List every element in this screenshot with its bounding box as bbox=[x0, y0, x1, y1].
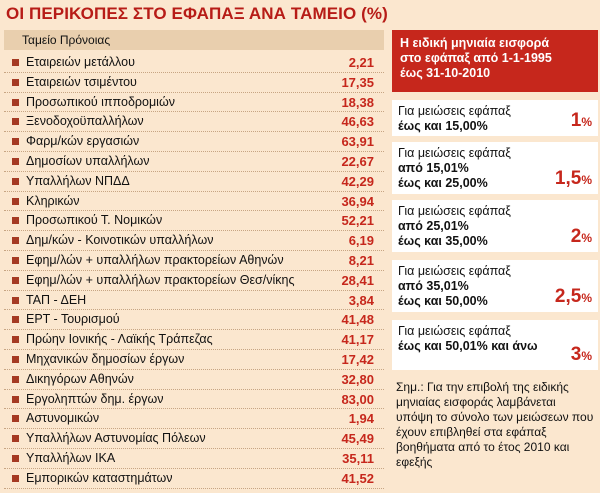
cut-percentage: 17,35 bbox=[341, 74, 374, 90]
table-row bbox=[4, 53, 384, 73]
square-bullet-icon bbox=[12, 297, 19, 304]
contribution-tier bbox=[392, 100, 598, 136]
fund-name: Εταιρειών μετάλλου bbox=[26, 55, 135, 69]
tier-rate-value: 2 bbox=[570, 226, 582, 247]
square-bullet-icon bbox=[12, 138, 19, 145]
fund-name: Πρώην Ιονικής - Λαϊκής Τράπεζας bbox=[26, 332, 213, 347]
tier-rate bbox=[571, 345, 592, 366]
square-bullet-icon bbox=[12, 356, 19, 363]
cut-percentage: 83,00 bbox=[341, 391, 374, 407]
table-row bbox=[4, 112, 384, 132]
footnote: Σημ.: Για την επιβολή της ειδικής μηνιαίας εισφοράς λαμβάνεται υπόψη το σύνολο των μειώσεων που έχουν επιβληθεί στα εφάπαξ βοηθήματα από το έτος 2010 και εφεξής bbox=[392, 378, 598, 488]
cut-percentage: 42,29 bbox=[341, 173, 374, 189]
tier-rate-unit: % bbox=[581, 291, 592, 305]
tier-rate-value: 1,5 bbox=[554, 168, 582, 189]
square-bullet-icon bbox=[12, 415, 19, 422]
fund-name: ΤΑΠ - ΔΕΗ bbox=[26, 292, 87, 307]
cut-percentage: 52,21 bbox=[341, 213, 374, 229]
fund-name: Ξενοδοχοϋπαλλήλων bbox=[26, 114, 144, 129]
tier-line-1: Για μειώσεις εφάπαξ bbox=[398, 204, 511, 218]
table-row bbox=[4, 73, 384, 93]
fund-name: Δικηγόρων Αθηνών bbox=[26, 371, 134, 386]
tier-rate-unit: % bbox=[581, 349, 592, 363]
chart-title: ΟΙ ΠΕΡΙΚΟΠΕΣ ΣΤΟ ΕΦΑΠΑΞ ΑΝΑ ΤΑΜΕΙΟ (%) bbox=[6, 4, 388, 23]
table-row bbox=[4, 310, 384, 330]
tier-rate bbox=[555, 287, 592, 308]
cut-percentage: 3,84 bbox=[348, 292, 374, 308]
table-row bbox=[4, 449, 384, 469]
table-row bbox=[4, 231, 384, 251]
tier-rate-value: 1 bbox=[570, 110, 582, 131]
tier-line-2: από 15,01% bbox=[398, 161, 469, 175]
fund-name: Δημ/κών - Κοινοτικών υπαλλήλων bbox=[26, 233, 214, 248]
contribution-panel bbox=[392, 30, 600, 490]
tier-line-1: Για μειώσεις εφάπαξ bbox=[398, 264, 511, 278]
table-row bbox=[4, 409, 384, 429]
tier-rate bbox=[571, 111, 592, 132]
square-bullet-icon bbox=[12, 257, 19, 264]
tier-line-3: έως και 35,00% bbox=[398, 234, 488, 248]
square-bullet-icon bbox=[12, 396, 19, 403]
table-row bbox=[4, 93, 384, 113]
tier-rate bbox=[571, 227, 592, 248]
fund-name: Εταιρειών τσιμέντου bbox=[26, 74, 137, 89]
cut-percentage: 32,80 bbox=[341, 371, 374, 387]
tier-line-3: έως και 50,00% bbox=[398, 294, 488, 308]
tier-line-2: έως και 15,00% bbox=[398, 119, 488, 133]
fund-name: Αστυνομικών bbox=[26, 411, 100, 426]
table-row bbox=[4, 132, 384, 152]
table-rows bbox=[4, 53, 384, 489]
contribution-tier bbox=[392, 320, 598, 370]
tier-rate-unit: % bbox=[581, 115, 592, 129]
square-bullet-icon bbox=[12, 158, 19, 165]
fund-name: Εφημ/λών + υπαλλήλων πρακτορείων Θεσ/νίκης bbox=[26, 272, 295, 287]
cut-percentage: 22,67 bbox=[341, 153, 374, 169]
fund-name: Φαρμ/κών εργασιών bbox=[26, 134, 140, 149]
table-row bbox=[4, 469, 384, 489]
fund-name: Υπαλλήλων Αστυνομίας Πόλεων bbox=[26, 431, 206, 446]
tier-rate-value: 2,5 bbox=[554, 286, 582, 307]
tier-line-2: από 35,01% bbox=[398, 279, 469, 293]
square-bullet-icon bbox=[12, 376, 19, 383]
cut-percentage: 1,94 bbox=[348, 411, 374, 427]
square-bullet-icon bbox=[12, 316, 19, 323]
contribution-tier bbox=[392, 142, 598, 194]
contribution-tier bbox=[392, 260, 598, 312]
tier-line-3: έως και 25,00% bbox=[398, 176, 488, 190]
square-bullet-icon bbox=[12, 217, 19, 224]
heading-line-1: Η ειδική μηνιαία εισφορά bbox=[400, 36, 550, 50]
table-row bbox=[4, 172, 384, 192]
square-bullet-icon bbox=[12, 435, 19, 442]
tier-rate-unit: % bbox=[581, 231, 592, 245]
table-row bbox=[4, 152, 384, 172]
table-row bbox=[4, 271, 384, 291]
cut-percentage: 36,94 bbox=[341, 193, 374, 209]
cut-percentage: 35,11 bbox=[342, 450, 374, 466]
square-bullet-icon bbox=[12, 79, 19, 86]
table-row bbox=[4, 390, 384, 410]
fund-name: Δημοσίων υπαλλήλων bbox=[26, 153, 150, 168]
tier-rate-unit: % bbox=[581, 173, 592, 187]
tier-rate bbox=[555, 169, 592, 190]
square-bullet-icon bbox=[12, 277, 19, 284]
cut-percentage: 28,41 bbox=[341, 272, 374, 288]
cut-percentage: 46,63 bbox=[341, 114, 374, 130]
contribution-tier bbox=[392, 200, 598, 252]
tier-line-1: Για μειώσεις εφάπαξ bbox=[398, 104, 511, 118]
fund-name: Προσωπικού Τ. Νομικών bbox=[26, 213, 163, 228]
table-row bbox=[4, 291, 384, 311]
square-bullet-icon bbox=[12, 59, 19, 66]
square-bullet-icon bbox=[12, 178, 19, 185]
fund-name: Μηχανικών δημοσίων έργων bbox=[26, 351, 185, 366]
square-bullet-icon bbox=[12, 99, 19, 106]
fund-name: Υπαλλήλων ΙΚΑ bbox=[26, 450, 116, 465]
cut-percentage: 41,17 bbox=[341, 332, 374, 348]
table-header: Ταμείο Πρόνοιας bbox=[4, 30, 384, 50]
heading-line-2: στο εφάπαξ από 1-1-1995 bbox=[400, 51, 552, 65]
contribution-heading bbox=[392, 30, 598, 92]
cut-percentage: 41,48 bbox=[341, 312, 374, 328]
tier-line-1: Για μειώσεις εφάπαξ bbox=[398, 146, 511, 160]
square-bullet-icon bbox=[12, 475, 19, 482]
tier-line-1: Για μειώσεις εφάπαξ bbox=[398, 324, 511, 338]
cut-percentage: 17,42 bbox=[341, 351, 374, 367]
table-row bbox=[4, 330, 384, 350]
table-row bbox=[4, 251, 384, 271]
cut-percentage: 41,52 bbox=[341, 470, 374, 486]
table-row bbox=[4, 211, 384, 231]
cut-percentage: 8,21 bbox=[348, 252, 374, 268]
fund-table bbox=[4, 28, 384, 490]
heading-line-3: έως 31-10-2010 bbox=[400, 66, 491, 80]
square-bullet-icon bbox=[12, 455, 19, 462]
fund-name: Εμπορικών καταστημάτων bbox=[26, 470, 173, 485]
fund-name: Εργοληπτών δημ. έργων bbox=[26, 391, 164, 406]
square-bullet-icon bbox=[12, 198, 19, 205]
tier-line-2: έως και 50,01% και άνω bbox=[398, 339, 538, 353]
cut-percentage: 45,49 bbox=[341, 431, 374, 447]
cut-percentage: 63,91 bbox=[341, 134, 374, 150]
table-row bbox=[4, 429, 384, 449]
cut-percentage: 2,21 bbox=[348, 55, 374, 70]
square-bullet-icon bbox=[12, 237, 19, 244]
tier-line-2: από 25,01% bbox=[398, 219, 469, 233]
cut-percentage: 18,38 bbox=[341, 94, 374, 110]
fund-name: ΕΡΤ - Τουρισμού bbox=[26, 312, 120, 327]
cut-percentage: 6,19 bbox=[348, 233, 374, 249]
fund-name: Προσωπικού ιπποδρομιών bbox=[26, 94, 175, 109]
table-row bbox=[4, 370, 384, 390]
fund-name: Υπαλλήλων ΝΠΔΔ bbox=[26, 173, 130, 188]
fund-name: Κληρικών bbox=[26, 193, 80, 208]
square-bullet-icon bbox=[12, 118, 19, 125]
tier-rate-value: 3 bbox=[570, 344, 582, 365]
fund-name: Εφημ/λών + υπαλλήλων πρακτορείων Αθηνών bbox=[26, 252, 284, 267]
table-row bbox=[4, 192, 384, 212]
table-row bbox=[4, 350, 384, 370]
square-bullet-icon bbox=[12, 336, 19, 343]
